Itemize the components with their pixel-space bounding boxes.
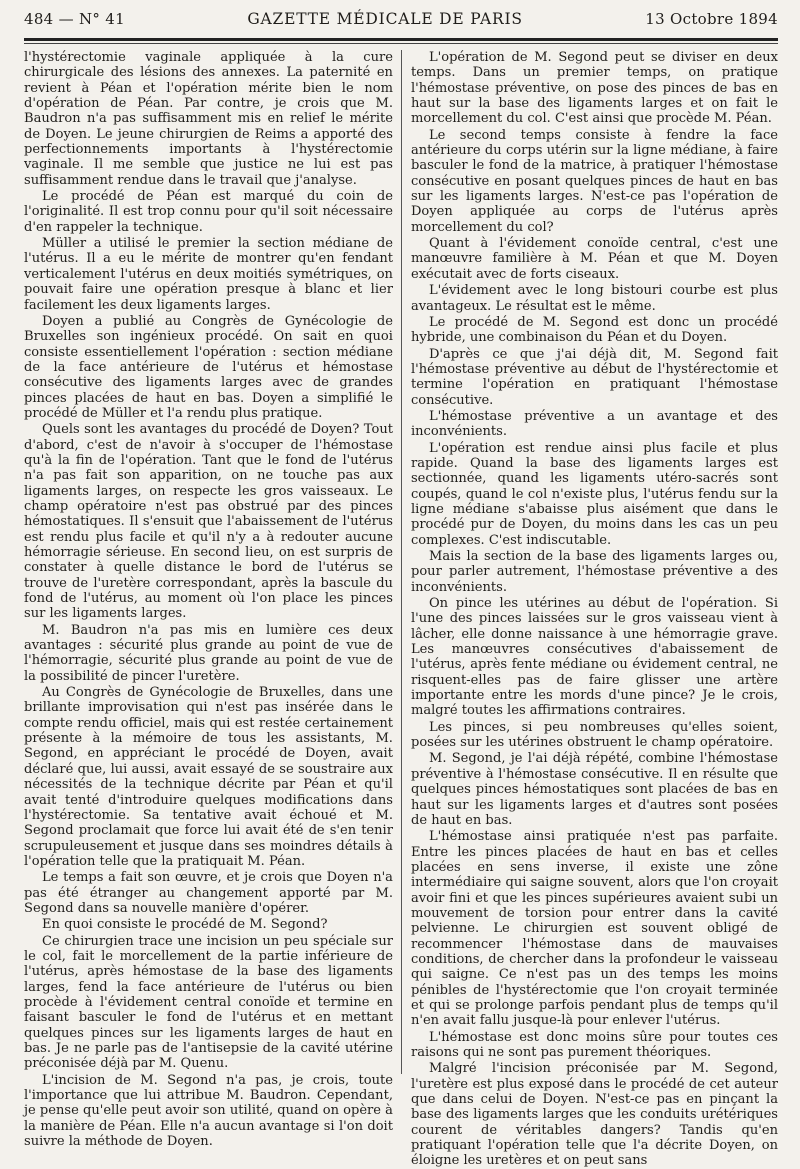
header-rule xyxy=(24,38,778,41)
page-header xyxy=(24,10,778,36)
paragraph: L'hémostase ainsi pratiquée n'est pas parfaite. Entre les pinces placées de haut en bas et celles placées en sens inverse, il existe une zône intermédiaire qui saigne souvent, alors que l'on croyait avoir fini et que les pinces supérieures avaient subi un mouvement de torsion pour entrer dans la cavité pelvienne. Le chirurgien est souvent obligé de recommencer l'hémostase dans de mauvaises conditions, de chercher dans la profondeur le vaisseau qui saigne. Ce n'est pas un des temps les moins pénibles de l'hystérectomie que l'on croyait terminée et qui se prolonge parfois pendant plus de temps qu'il n'en avait fallu jusque-là pour enlever l'utérus. xyxy=(410,829,778,1029)
text-columns xyxy=(24,50,778,1169)
paragraph: On pince les utérines au début de l'opération. Si l'une des pinces laissées sur le gros vaisseau vient à lâcher, elle donne naissance à une hémorragie grave. Les manœuvres consécutives d'abaissement de l'utérus, après fente médiane ou évidement central, ne risquent-elles pas de faire glisser une artère importante entre les mords d'une pince? Je le crois, malgré toutes les affirmations contraires. xyxy=(410,596,778,719)
paragraph: Le procédé de Péan est marqué du coin de l'originalité. Il est trop connu pour qu'il soit nécessaire d'en rappeler la technique. xyxy=(24,189,393,235)
paragraph: l'hystérectomie vaginale appliquée à la cure chirurgicale des lésions des annexes. La paternité en revient à Péan et l'opération mérite bien le nom d'opération de Péan. Par contre, je crois que M. Baudron n'a pas suffisamment mis en relief le mérite de Doyen. Le jeune chirurgien de Reims a apporté des perfectionnements importants à l'hystérectomie vaginale. Il me semble que justice ne lui est pas suffisamment rendue dans le travail que j'analyse. xyxy=(24,50,393,188)
right-column xyxy=(401,50,778,1169)
paragraph: L'hémostase est donc moins sûre pour toutes ces raisons qui ne sont pas purement théoriques. xyxy=(410,1029,778,1060)
paragraph: Le second temps consiste à fendre la face antérieure du corps utérin sur la ligne médiane, à faire basculer le fond de la matrice, à pratiquer l'hémostase consécutive en posant quelques pinces de haut en bas sur les ligaments larges. N'est-ce pas l'opération de Doyen appliquée au corps de l'utérus après morcellement du col? xyxy=(410,127,778,235)
paragraph: L'évidement avec le long bistouri courbe est plus avantageux. Le résultat est le même. xyxy=(410,283,778,314)
paragraph: Ce chirurgien trace une incision un peu spéciale sur le col, fait le morcellement de la partie inférieure de l'utérus, après hémostase de la base des ligaments larges, fend la face antérieure de l'utérus ou bien procède à l'évidement central conoïde et termine en faisant basculer le fond de l'utérus et en mettant quelques pinces sur les ligaments larges de haut en bas. Je ne parle pas de l'antisepsie de la cavité utérine préconisée déjà par M. Quenu. xyxy=(24,933,393,1072)
paragraph: Au Congrès de Gynécologie de Bruxelles, dans une brillante improvisation qui n'est pas insérée dans le compte rendu officiel, mais qui est restée certainement présente à la mémoire de tous les assistants, M. Segond, en appréciant le procédé de Doyen, avait déclaré que, lui aussi, avait essayé de se soustraire aux nécessités de la technique décrite par Péan et qu'il avait tenté d'introduire quelques modifications dans l'hystérectomie. Sa tentative avait échoué et M. Segond proclamait que force lui avait été de s'en tenir scrupuleusement et jusque dans ses moindres détails à l'opération telle que la pratiquait M. Péan. xyxy=(24,685,393,869)
paragraph: L'incision de M. Segond n'a pas, je crois, toute l'importance que lui attribue M. Baudron. Cependant, je pense qu'elle peut avoir son utilité, quand on opère à la manière de Péan. Elle n'a aucun avantage si l'on doit suivre la méthode de Doyen. xyxy=(24,1072,393,1150)
page-number: 484 — N° 41 xyxy=(24,10,125,28)
paragraph: Malgré l'incision préconisée par M. Segond, l'uretère est plus exposé dans le procédé de cet auteur que dans celui de Doyen. N'est-ce pas en pinçant la base des ligaments larges que les conduits urétériques courent de véritables dangers? Tandis qu'en pratiquant l'opération telle que l'a décrite Doyen, on éloigne les uretères et on peut sans xyxy=(410,1061,778,1169)
paragraph: Müller a utilisé le premier la section médiane de l'utérus. Il a eu le mérite de montrer qu'en fendant verticalement l'utérus en deux moitiés symétriques, on pouvait faire une opération presque à blanc et lier facilement les deux ligaments larges. xyxy=(24,236,393,313)
paragraph: M. Segond, je l'ai déjà répété, combine l'hémostase préventive à l'hémostase consécutive. Il en résulte que quelques pinces hémostatiques sont placées de bas en haut sur les ligaments larges et d'autres sont posées de haut en bas. xyxy=(410,751,778,828)
journal-title: GAZETTE MÉDICALE DE PARIS xyxy=(247,10,523,28)
issue-date: 13 Octobre 1894 xyxy=(645,10,778,28)
paragraph: Quant à l'évidement conoïde central, c'est une manœuvre familière à M. Péan et que M. Doyen exécutait avec de forts ciseaux. xyxy=(410,236,778,282)
paragraph: D'après ce que j'ai déjà dit, M. Segond fait l'hémostase préventive au début de l'hystérectomie et termine l'opération en pratiquant l'hémostase consécutive. xyxy=(410,346,778,408)
paragraph: Les pinces, si peu nombreuses qu'elles soient, posées sur les utérines obstruent le champ opératoire. xyxy=(410,719,778,751)
paragraph: L'opération de M. Segond peut se diviser en deux temps. Dans un premier temps, on pratique l'hémostase préventive, on pose des pinces de bas en haut sur la base des ligaments larges et on fait le morcellement du col. C'est ainsi que procède M. Péan. xyxy=(410,50,778,127)
paragraph: Quels sont les avantages du procédé de Doyen? Tout d'abord, c'est de n'avoir à s'occuper de l'hémostase qu'à la fin de l'opération. Tant que le fond de l'utérus n'a pas fait son apparition, on ne touche pas aux ligaments larges, on respecte les gros vaisseaux. Le champ opératoire n'est pas obstrué par des pinces hémostatiques. Il s'ensuit que l'abaissement de l'utérus est rendu plus facile et qu'il n'y a à redouter aucune hémorragie sérieuse. En second lieu, on est surpris de constater à quelle distance le bord de l'utérus se trouve de l'uretère correspondant, après la bascule du fond de l'utérus, au moment où l'on place les pinces sur les ligaments larges. xyxy=(24,422,393,622)
left-column xyxy=(24,50,401,1150)
header-rule-thin xyxy=(24,43,778,44)
paragraph: Le procédé de M. Segond est donc un procédé hybride, une combinaison du Péan et du Doyen. xyxy=(410,314,778,346)
paragraph: Mais la section de la base des ligaments larges ou, pour parler autrement, l'hémostase préventive a des inconvénients. xyxy=(410,549,778,595)
paragraph: M. Baudron n'a pas mis en lumière ces deux avantages : sécurité plus grande au point de vue de l'hémorragie, sécurité plus grande au point de vue de la possibilité de pincer l'uretère. xyxy=(24,622,393,684)
paragraph: Doyen a publié au Congrès de Gynécologie de Bruxelles son ingénieux procédé. On sait en quoi consiste essentiellement l'opération : section médiane de la face antérieure de l'utérus et hémostase consécutive des ligaments larges avec de grandes pinces placées de haut en bas. Doyen a simplifié le procédé de Müller et l'a rendu plus pratique. xyxy=(24,313,393,421)
paragraph: L'hémostase préventive a un avantage et des inconvénients. xyxy=(410,408,778,440)
paragraph: Le temps a fait son œuvre, et je crois que Doyen n'a pas été étranger au changement apporté par M. Segond dans sa nouvelle manière d'opérer. xyxy=(24,870,393,916)
paragraph: L'opération est rendue ainsi plus facile et plus rapide. Quand la base des ligaments larges est sectionnée, quand les ligaments utéro-sacrés sont coupés, quand le col n'existe plus, l'utérus fendu sur la ligne médiane s'abaisse plus aisément que dans le procédé pur de Doyen, du moins dans les cas un peu complexes. C'est indiscutable. xyxy=(410,440,778,548)
paragraph: En quoi consiste le procédé de M. Segond? xyxy=(42,917,328,933)
